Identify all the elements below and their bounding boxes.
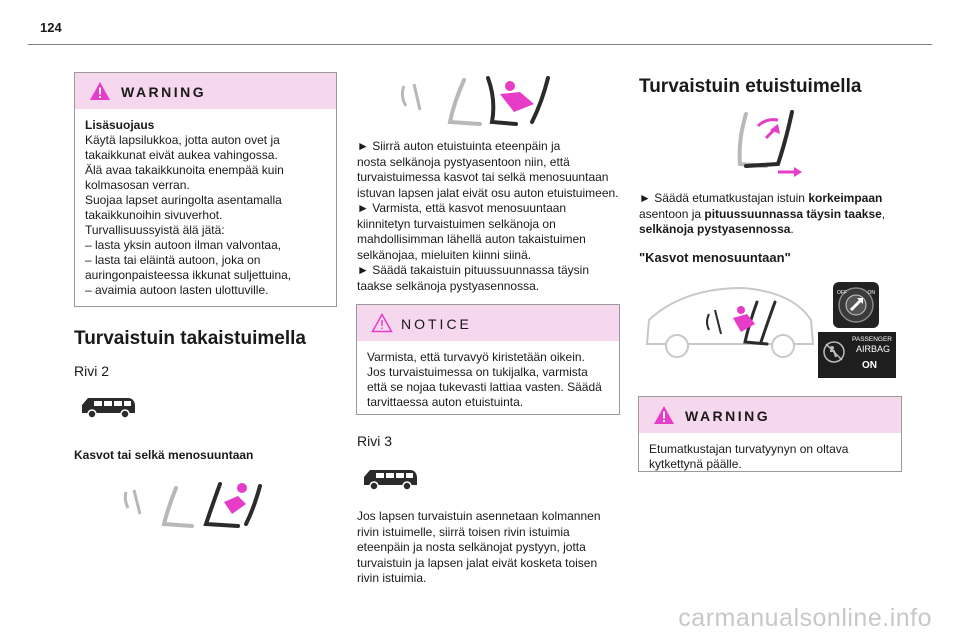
notice-title: NOTICE <box>401 316 472 332</box>
notice-box <box>356 304 620 415</box>
row3-line: rivin istuimia. <box>357 571 427 585</box>
airbag-switch-icon <box>833 282 879 328</box>
warning-title: WARNING <box>685 408 771 424</box>
rear-seat-child-illustration <box>120 478 270 534</box>
adjust-bold-3: selkänoja pystyasennossa <box>639 222 791 236</box>
adjust-line2-post: , <box>881 206 886 221</box>
warning-line: – avaimia autoon lasten ulottuville. <box>85 283 269 297</box>
section-title-rear: Turvaistuin takaistuimella <box>74 328 306 349</box>
row-3-text <box>357 509 627 587</box>
airbag-label-2: AIRBAG <box>856 344 891 354</box>
instruction-line: ► Varmista, että kasvot menosuuntaan <box>357 201 567 215</box>
front-seat-adjust-illustration <box>396 72 556 130</box>
row-2-label: Rivi 2 <box>74 363 110 379</box>
section-title-front: Turvaistuin etuistuimella <box>639 76 862 97</box>
switch-on-label: ON <box>867 290 875 296</box>
instruction-line: ► Siirrä auton etuistuinta eteenpäin ja <box>357 139 561 153</box>
warning-line: takaikkunoihin sivuverhot. <box>85 208 223 222</box>
row3-line: eteenpäin ja nosta selkänojat pystyyn, jotta <box>357 540 586 554</box>
front-seat-instructions <box>357 139 627 294</box>
warning-line: Älä avaa takaikkunoita enempää kuin <box>85 163 284 177</box>
van-icon <box>360 465 420 493</box>
warning-line: – lasta tai eläintä autoon, joka on <box>85 253 261 267</box>
warning-triangle-icon <box>89 81 111 101</box>
instruction-line: turvaistuimessa kasvot tai selkä menosuuntaan <box>357 170 609 184</box>
instruction-line: istuvan lapsen jalat eivät osu auton etuistuimeen. <box>357 185 619 200</box>
row-3-label: Rivi 3 <box>357 433 393 449</box>
switch-off-label: OFF <box>837 290 847 296</box>
airbag-label-1: PASSENGER <box>852 336 892 343</box>
instruction-line: selkänojaa, mieluiten kiinni siinä. <box>357 247 532 262</box>
warning-line: Turvallisuussyistä älä jätä: <box>85 223 225 237</box>
warning-line: takaikkunat eivät aukea vahingossa. <box>85 148 278 162</box>
warning-triangle-icon <box>653 405 675 425</box>
warning-line: auringonpaisteessa ikkunat suljettuina, <box>85 268 292 282</box>
instruction-line: mahdollisimman lähellä auton takaistuimen <box>357 232 586 246</box>
right-warning-box <box>638 396 902 472</box>
watermark: carmanualsonline.info <box>678 604 932 632</box>
adjust-line2-pre: asentoon ja <box>639 206 705 221</box>
page-number: 124 <box>40 20 62 35</box>
instruction-line: nosta selkänoja pystyasentoon niin, että <box>357 154 570 169</box>
notice-line: Varmista, että turvavyö kiristetään oikein. <box>367 350 585 364</box>
adjust-prefix: ► Säädä etumatkustajan istuin <box>639 191 809 205</box>
row3-line: Jos lapsen turvaistuin asennetaan kolmannen <box>357 509 601 523</box>
notice-line: Jos turvaistuimessa on tukijalka, varmista <box>367 365 588 379</box>
warning-line: kolmasosan verran. <box>85 178 190 192</box>
adjust-bold-2: pituussuunnassa täysin taakse <box>704 206 882 221</box>
row3-line: rivin istuimelle, siirrä toisen rivin istuimia <box>357 524 570 539</box>
van-icon <box>78 393 138 421</box>
warning-title: WARNING <box>121 84 207 100</box>
instruction-line: kiinnitetyn turvaistuimen selkänoja on <box>357 216 556 231</box>
notice-line: tarvittaessa auton etuistuinta. <box>367 395 524 409</box>
warning-heading: Lisäsuojaus <box>85 118 155 132</box>
instruction-line: ► Säädä takaistuin pituussuunnassa täysin <box>357 263 590 277</box>
notice-triangle-icon <box>371 313 393 333</box>
warning-line: Etumatkustajan turvatyynyn on oltava <box>649 442 849 456</box>
passenger-airbag-indicator <box>818 332 896 378</box>
car-front-seat-illustration <box>643 280 823 364</box>
warning-line: – lasta yksin autoon ilman valvontaa, <box>85 238 282 252</box>
left-warning-box <box>74 72 337 307</box>
notice-line: että se nojaa tukevasti lattiaa vasten. Säädä <box>367 380 602 394</box>
adjust-bold-1: korkeimpaan <box>808 191 883 205</box>
instruction-line: taakse selkänoja pystyasennossa. <box>357 278 540 293</box>
adjust-line3-post: . <box>790 222 794 236</box>
airbag-person-icon <box>822 340 846 364</box>
facing-forward-subheading: "Kasvot menosuuntaan" <box>639 250 791 265</box>
front-seat-adjust-text <box>639 191 914 238</box>
warning-line: Suojaa lapset auringolta asentamalla <box>85 193 282 207</box>
facing-subheading: Kasvot tai selkä menosuuntaan <box>74 448 254 462</box>
header-rule <box>28 44 932 45</box>
row3-line: turvaistuin ja lapsen jalat eivät kosketa toisen <box>357 555 598 570</box>
warning-line: Käytä lapsilukkoa, jotta auton ovet ja <box>85 133 280 147</box>
front-seat-position-illustration <box>706 106 806 178</box>
warning-line: kytkettynä päälle. <box>649 457 742 471</box>
airbag-state: ON <box>862 360 877 371</box>
